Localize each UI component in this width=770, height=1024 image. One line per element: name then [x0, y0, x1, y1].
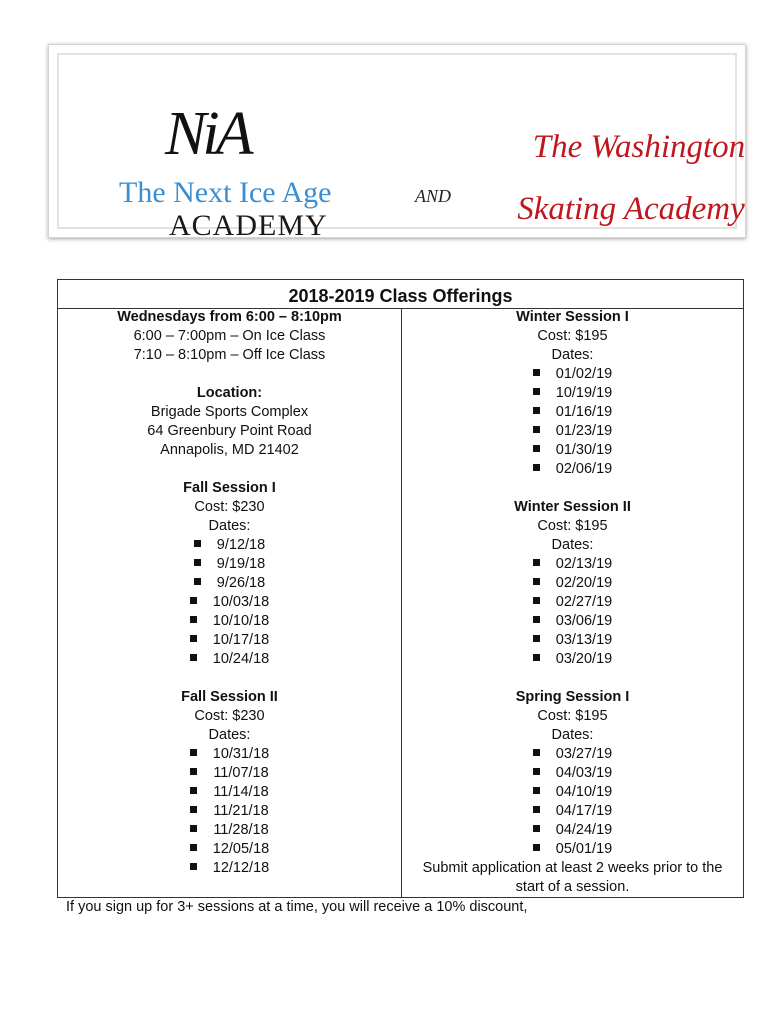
date-item — [402, 422, 743, 441]
session-dates-list — [402, 555, 743, 669]
date-text: 02/27/19 — [555, 594, 613, 610]
dates-label: Dates: — [551, 727, 594, 743]
date-text: 04/24/19 — [555, 822, 613, 838]
bullet-icon — [533, 578, 540, 585]
date-text: 10/24/18 — [212, 651, 270, 667]
bullet-icon — [533, 407, 540, 414]
date-item — [58, 536, 401, 555]
date-item — [402, 764, 743, 783]
date-text: 10/31/18 — [212, 746, 270, 762]
bullet-icon — [190, 825, 197, 832]
date-text: 12/05/18 — [212, 841, 270, 857]
dates-label: Dates: — [208, 727, 251, 743]
bullet-icon — [533, 768, 540, 775]
bullet-icon — [194, 540, 201, 547]
date-text: 01/30/19 — [555, 442, 613, 458]
logo-name-line2: ACADEMY — [169, 209, 328, 242]
session-cost: Cost: $230 — [194, 499, 265, 515]
bullet-icon — [533, 559, 540, 566]
date-item — [58, 593, 401, 612]
schedule-line: 7:10 – 8:10pm – Off Ice Class — [133, 347, 326, 363]
date-item — [58, 612, 401, 631]
bullet-icon — [533, 464, 540, 471]
session-dates-list — [58, 536, 401, 669]
date-item — [402, 631, 743, 650]
bullet-icon — [190, 787, 197, 794]
location-heading: Location: — [196, 385, 263, 401]
and-text: AND — [415, 186, 451, 206]
date-text: 03/20/19 — [555, 651, 613, 667]
bullet-icon — [533, 597, 540, 604]
bullet-icon — [533, 445, 540, 452]
date-text: 11/21/18 — [213, 803, 269, 819]
date-text: 10/03/18 — [212, 594, 270, 610]
bullet-icon — [533, 369, 540, 376]
session-dates-list — [402, 745, 743, 859]
date-text: 03/06/19 — [555, 613, 613, 629]
date-item — [58, 650, 401, 669]
bullet-icon — [190, 768, 197, 775]
bullet-icon — [533, 787, 540, 794]
date-text: 01/16/19 — [555, 404, 613, 420]
date-text: 9/26/18 — [216, 575, 266, 591]
date-item — [58, 631, 401, 650]
left-column — [58, 308, 401, 878]
bullet-icon — [533, 426, 540, 433]
date-text: 02/20/19 — [555, 575, 613, 591]
date-item — [58, 574, 401, 593]
bullet-icon — [190, 654, 197, 661]
date-item — [402, 365, 743, 384]
location-line: Brigade Sports Complex — [150, 404, 309, 420]
session-cost: Cost: $195 — [537, 708, 608, 724]
bullet-icon — [190, 844, 197, 851]
session-name: Winter Session II — [514, 499, 631, 515]
date-item — [58, 802, 401, 821]
location-line: Annapolis, MD 21402 — [160, 442, 299, 458]
right-column — [402, 308, 743, 895]
schedule-heading: Wednesdays from 6:00 – 8:10pm — [117, 309, 342, 325]
bullet-icon — [533, 635, 540, 642]
nia-logo-mark: NiA — [165, 100, 250, 168]
date-item — [58, 840, 401, 859]
date-item — [58, 764, 401, 783]
date-text: 10/17/18 — [212, 632, 270, 648]
bullet-icon — [190, 635, 197, 642]
date-text: 11/14/18 — [213, 784, 269, 800]
discount-note: If you sign up for 3+ sessions at a time, you will receive a 10% discount, — [66, 899, 528, 915]
session-name: Winter Session I — [516, 309, 629, 325]
date-text: 10/19/19 — [555, 385, 613, 401]
dates-label: Dates: — [551, 347, 594, 363]
date-item — [402, 650, 743, 669]
date-item — [58, 783, 401, 802]
bullet-icon — [194, 559, 201, 566]
session-name: Spring Session I — [515, 689, 630, 705]
date-item — [402, 384, 743, 403]
date-text: 01/23/19 — [555, 423, 613, 439]
date-item — [402, 802, 743, 821]
bullet-icon — [194, 578, 201, 585]
logo-name-line1: The Next Ice Age — [119, 176, 332, 209]
bullet-icon — [190, 806, 197, 813]
date-item — [58, 859, 401, 878]
date-item — [402, 574, 743, 593]
bullet-icon — [533, 616, 540, 623]
bullet-icon — [533, 388, 540, 395]
date-text: 10/10/18 — [212, 613, 270, 629]
session-dates-list — [402, 365, 743, 479]
session-cost: Cost: $195 — [537, 518, 608, 534]
dates-label: Dates: — [208, 518, 251, 534]
date-item — [402, 593, 743, 612]
date-text: 11/07/18 — [213, 765, 269, 781]
dates-label: Dates: — [551, 537, 594, 553]
date-text: 11/28/18 — [213, 822, 269, 838]
application-note: Submit application at least 2 weeks prior to the start of a session. — [422, 860, 723, 895]
bullet-icon — [190, 863, 197, 870]
schedule-line: 6:00 – 7:00pm – On Ice Class — [133, 328, 326, 344]
date-item — [58, 821, 401, 840]
bullet-icon — [190, 597, 197, 604]
table-title: 2018-2019 Class Offerings — [288, 286, 513, 306]
session-name: Fall Session I — [183, 480, 276, 496]
partner-name-line2: Skating Academy — [517, 191, 745, 227]
date-item — [402, 612, 743, 631]
date-text: 05/01/19 — [555, 841, 613, 857]
date-text: 04/10/19 — [555, 784, 613, 800]
date-item — [402, 783, 743, 802]
session-dates-list — [58, 745, 401, 878]
date-text: 02/13/19 — [555, 556, 613, 572]
date-text: 04/03/19 — [555, 765, 613, 781]
date-text: 9/12/18 — [216, 537, 266, 553]
session-name: Fall Session II — [181, 689, 278, 705]
date-text: 9/19/18 — [216, 556, 266, 572]
bullet-icon — [533, 749, 540, 756]
date-text: 01/02/19 — [555, 366, 613, 382]
bullet-icon — [190, 749, 197, 756]
date-item — [402, 403, 743, 422]
date-text: 03/27/19 — [555, 746, 613, 762]
header-banner — [48, 44, 746, 242]
session-cost: Cost: $195 — [537, 328, 608, 344]
date-item — [58, 555, 401, 574]
bullet-icon — [533, 844, 540, 851]
bullet-icon — [533, 825, 540, 832]
date-item — [402, 821, 743, 840]
session-cost: Cost: $230 — [194, 708, 265, 724]
date-item — [402, 460, 743, 479]
date-item — [402, 555, 743, 574]
date-item — [402, 441, 743, 460]
bullet-icon — [190, 616, 197, 623]
date-item — [402, 745, 743, 764]
bullet-icon — [533, 806, 540, 813]
partner-name-line1: The Washington — [532, 129, 746, 165]
date-text: 04/17/19 — [555, 803, 613, 819]
date-text: 12/12/18 — [212, 860, 270, 876]
bullet-icon — [533, 654, 540, 661]
location-line: 64 Greenbury Point Road — [147, 423, 312, 439]
date-text: 03/13/19 — [555, 632, 613, 648]
date-item — [402, 840, 743, 859]
class-offerings-table — [57, 279, 744, 898]
date-item — [58, 745, 401, 764]
date-text: 02/06/19 — [555, 461, 613, 477]
